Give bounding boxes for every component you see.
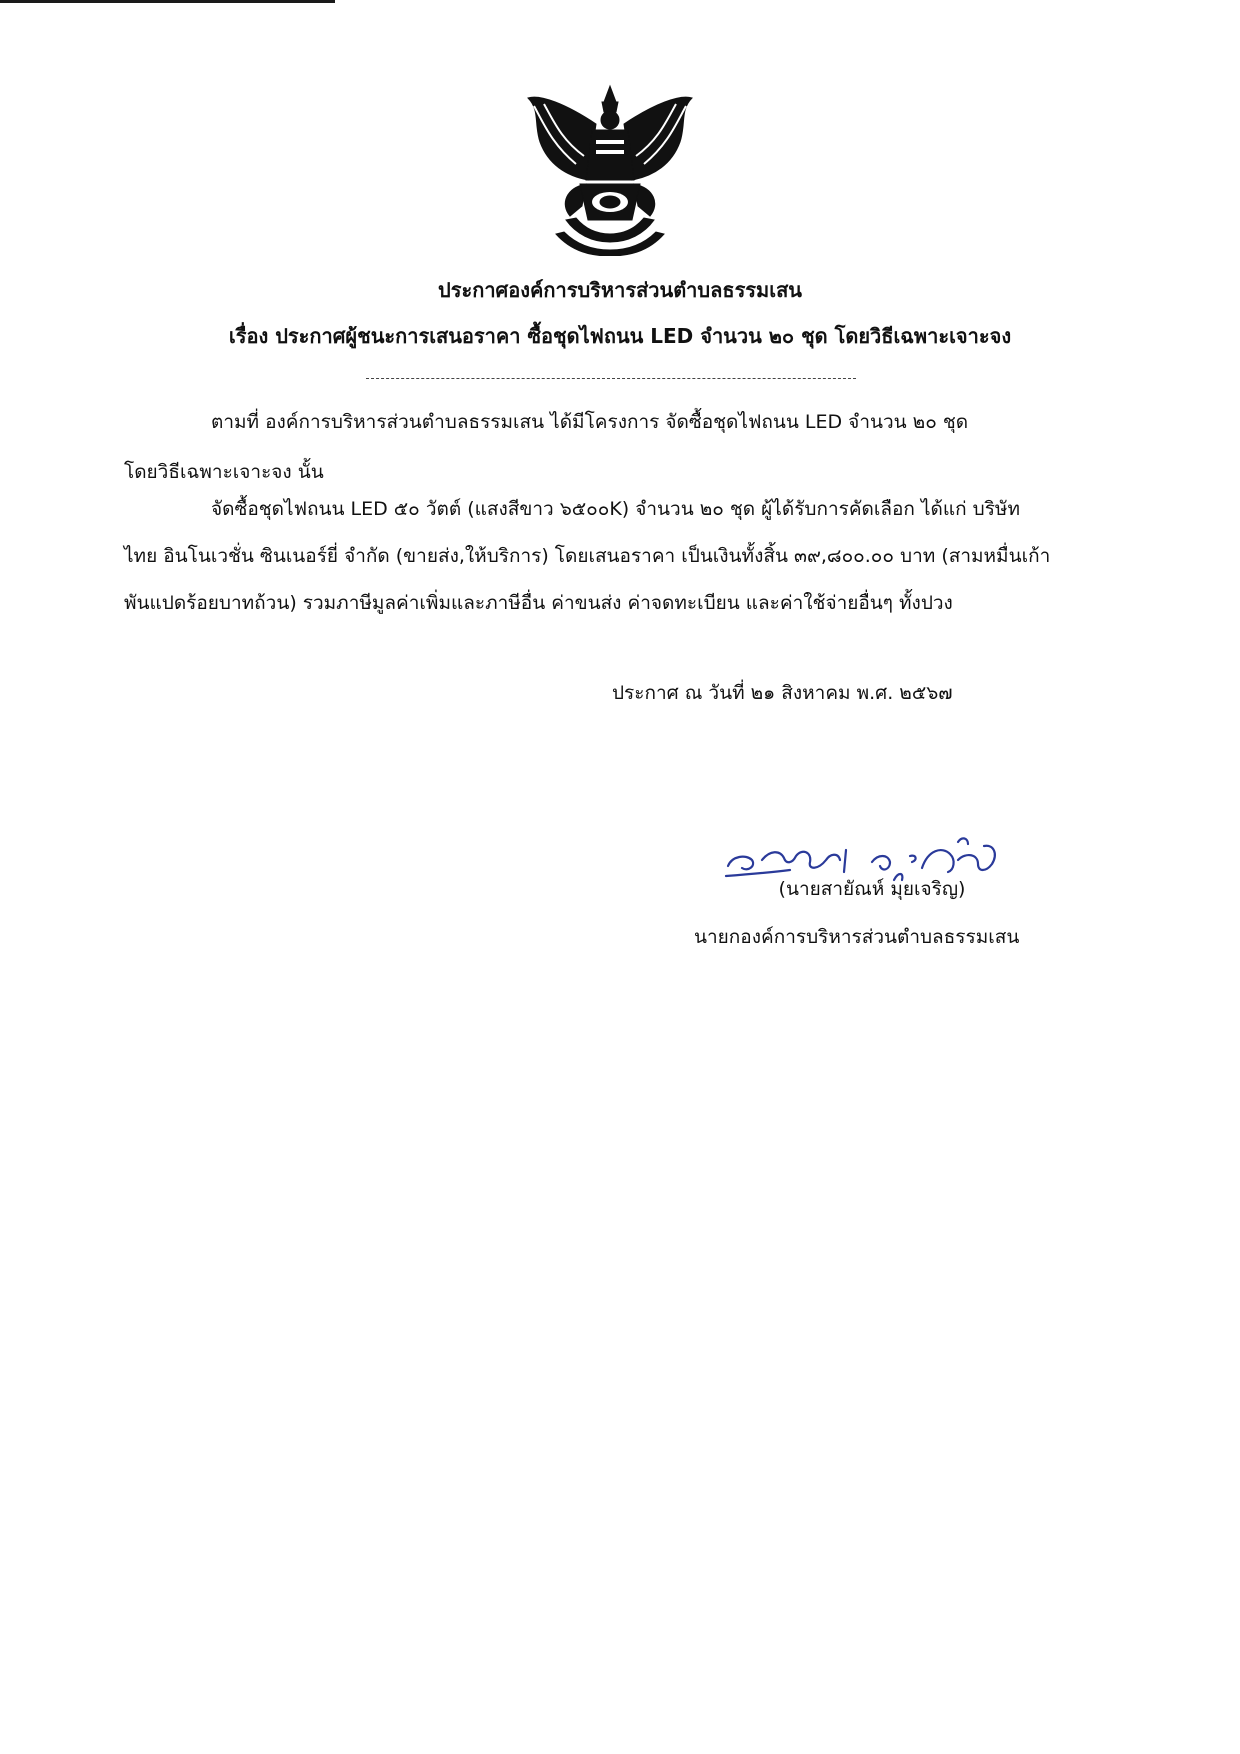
announcement-subject: เรื่อง ประกาศผู้ชนะการเสนอราคา ซื้อชุดไฟถนน LED จำนวน ๒๐ ชุด โดยวิธีเฉพาะเจาะจง <box>228 324 1012 348</box>
dashed-divider <box>366 378 856 379</box>
announcement-date: ประกาศ ณ วันที่ ๒๑ สิงหาคม พ.ศ. ๒๕๖๗ <box>612 682 953 704</box>
body-paragraph-1-line-1: ตามที่ องค์การบริหารส่วนตำบลธรรมเสน ได้มีโครงการ จัดซื้อชุดไฟถนน LED จำนวน ๒๐ ชุด <box>211 411 969 433</box>
body-paragraph-2-line-3: พันแปดร้อยบาทถ้วน) รวมภาษีมูลค่าเพิ่มและภาษีอื่น ค่าขนส่ง ค่าจดทะเบียน และค่าใช้จ่ายอื่นๆ ทั้งปวง <box>124 592 953 614</box>
body-paragraph-2-line-2: ไทย อินโนเวชั่น ซินเนอร์ยี่ จำกัด (ขายส่ง,ให้บริการ) โดยเสนอราคา เป็นเงินทั้งสิ้น ๓๙,๘๐๐.๐๐ บาท (สามหมื่นเก้า <box>124 545 1051 567</box>
body-paragraph-1-line-2: โดยวิธีเฉพาะเจาะจง นั้น <box>124 461 324 483</box>
signatory-position: นายกองค์การบริหารส่วนตำบลธรรมเสน <box>694 926 1020 948</box>
garuda-emblem-icon <box>526 84 694 256</box>
announcement-title: ประกาศองค์การบริหารส่วนตำบลธรรมเสน <box>438 278 802 302</box>
body-paragraph-2-line-1: จัดซื้อชุดไฟถนน LED ๕๐ วัตต์ (แสงสีขาว ๖๕๐๐K) จำนวน ๒๐ ชุด ผู้ได้รับการคัดเลือก ได้แก่ บริษัท <box>211 498 1020 520</box>
signatory-name: (นายสายัณห์ มุยเจริญ) <box>778 878 966 900</box>
scan-edge-line <box>0 0 335 3</box>
